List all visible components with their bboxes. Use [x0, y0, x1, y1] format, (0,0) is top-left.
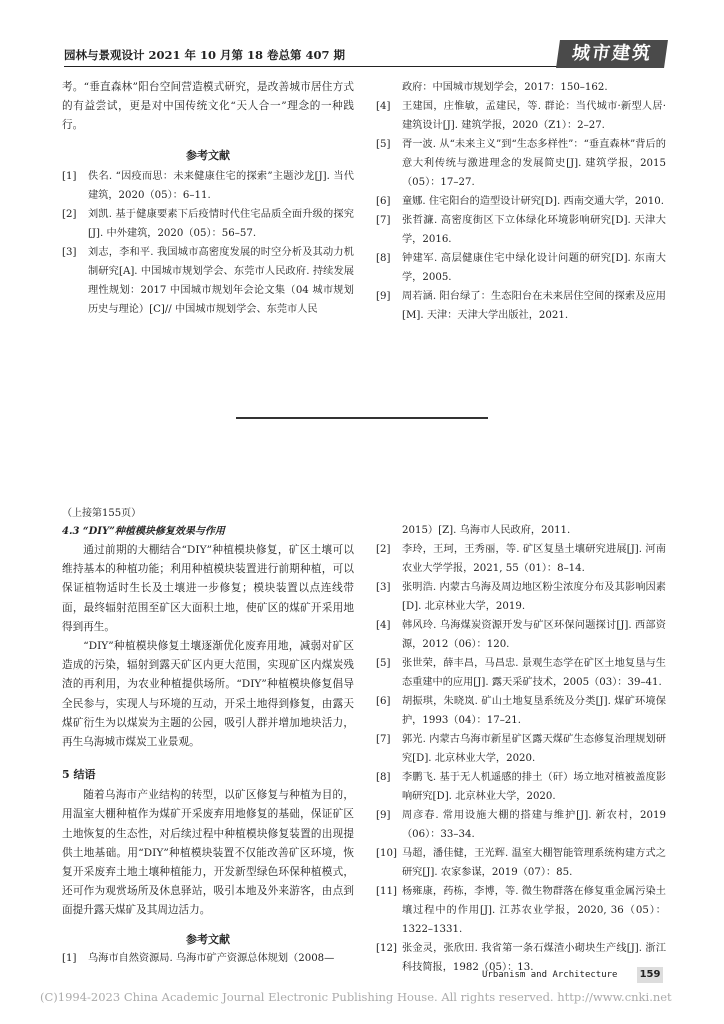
reference-item: [7] 张哲濂. 高密度街区下立体绿化环境影响研究[D]. 天津大学，2016. [376, 215, 666, 245]
bottom-left-refs [62, 949, 354, 968]
copyright-watermark: (C)1994-2023 China Academic Journal Electronic Publishing House. All rights reserved. http://www.cnki.net [40, 990, 672, 1004]
reference-item: [6] 童娜. 住宅阳台的造型设计研究[D]. 西南交通大学，2010. [376, 196, 664, 207]
reference-item: [7] 郭光. 内蒙古乌海市新星矿区露天煤矿生态修复治理规划研究[D]. 北京林业大学，2020. [376, 734, 666, 764]
reference-item: [5] 张世荣，薛丰昌，马昌忠. 景观生态学在矿区土地复垦与生态重建中的应用[J]. 露天采矿技术，2005（03）：39–41. [376, 658, 666, 688]
journal-header: 园林与景观设计 2021 年 10 月第 18 卷总第 407 期 [64, 48, 346, 62]
reference-item: [8] 钟建军. 高层健康住宅中绿化设计问题的研究[D]. 东南大学，2005. [376, 253, 666, 283]
reference-item: [10] 马超，潘佳健，王光辉. 温室大棚智能管理系统构建方式之研究[J]. 农家参谋，2019（07）：85. [376, 848, 666, 878]
reference-continuation: 2015）[Z]. 乌海市人民政府，2011. [402, 525, 571, 536]
body-paragraph: “DIY”种植模块修复土壤逐渐优化废弃用地，减弱对矿区造成的污染，辐射到露天矿区内更大范围，实现矿区内煤炭残渣的再利用，为农业种植提供场所。“DIY”种植模块修复倡导全民参与，实现人与环境的互动，开采土地得到修复，由露天煤矿衍生为以煤炭为主题的公园，吸引人群并增加地块活力，再生乌海城市煤炭工业景观。 [62, 640, 354, 749]
reference-item: [9] 周若涵. 阳台绿了：生态阳台在未来居住空间的探索及应用[M]. 天津：天津大学出版社，2021. [376, 291, 666, 321]
reference-item: [11] 杨雍康，药栋，李博，等. 微生物群落在修复重金属污染土壤过程中的作用[J]. 江苏农业学报，2020, 36（05）：1322–1331. [376, 886, 666, 935]
section-heading: 5 结语 [62, 768, 96, 782]
top-refs-heading: 参考文献 [186, 148, 230, 162]
top-conclusion-paragraph: 考。“垂直森林”阳台空间营造模式研究，是改善城市居住方式的有益尝试，更是对中国传统文化“天人合一”理念的一种践行。 [62, 81, 354, 132]
footer-english-title: Urbanism and Architecture [482, 970, 618, 980]
reference-item: [2] 李玲，王珂，王秀丽，等. 矿区复垦土壤研究进展[J]. 河南农业大学学报，2021, 55（01）：8–14. [376, 544, 666, 574]
reference-item: [3] 刘志，李和平. 我国城市高密度发展的时空分析及其动力机制研究[A]. 中国城市规划学会、东莞市人民政府. 持续发展 理性规划：2017 中国城市规划年会论文集（04 城市规划历史与理论）[C]// 中国城市规划学会、东莞市人民 [62, 246, 354, 315]
reference-item: [12] 张金灵，张欣田. 我省第一条石煤渣小砌块生产线[J]. 浙江科技简报，1982（05）：13. [376, 943, 666, 973]
top-left-refs [62, 167, 354, 319]
body-paragraph: 通过前期的大棚结合“DIY”种植模块修复，矿区土壤可以维持基本的种植功能；利用种植模块装置进行前期种植，可以保证植物适时生长及土壤进一步修复；模块装置以点连线带面，最终辐射范围至矿区大面积土地，使矿区的煤矿开采用地得到再生。 [62, 544, 354, 633]
reference-continuation: 政府：中国城市规划学会，2017：150–162. [402, 82, 608, 93]
subsection-heading: 4.3 “DIY”种植模块修复效果与作用 [62, 526, 225, 537]
reference-item: [1] 佚名. “因疫而思：未来健康住宅的探索”主题沙龙[J]. 当代建筑，2020（05）：6–11. [62, 170, 354, 201]
bottom-right-refs [376, 521, 666, 977]
header-rule [64, 66, 560, 67]
reference-item: [4] 王建国，庄惟敏，孟建民，等. 群论：当代城市·新型人居·建筑设计[J]. 建筑学报，2020（Z1）：2–27. [376, 101, 666, 131]
article-divider [236, 417, 488, 419]
reference-item: [3] 张明浩. 内蒙古乌海及周边地区粉尘浓度分布及其影响因素[D]. 北京林业大学，2019. [376, 582, 666, 612]
reference-item: [5] 胥一波. 从“未来主义”到“生态多样性”：“垂直森林”背后的意大利传统与激进理念的发展简史[J]. 建筑学报，2015（05）：17–27. [376, 139, 666, 188]
reference-item: [2] 刘凯. 基于健康要素下后疫情时代住宅品质全面升级的探究[J]. 中外建筑，2020（05）：56–57. [62, 208, 354, 239]
reference-item: [1] 乌海市自然资源局. 乌海市矿产资源总体规划（2008— [62, 952, 335, 964]
reference-item: [6] 胡振琪，朱晓岚. 矿山土地复垦系统及分类[J]. 煤矿环境保护，1993（04）：17–21. [376, 696, 666, 726]
reference-item: [9] 周彦春. 常用设施大棚的搭建与维护[J]. 新农村，2019（06）：33–34. [376, 810, 666, 840]
bottom-refs-heading: 参考文献 [186, 932, 230, 946]
page-number: 159 [637, 967, 663, 983]
bottom-left-column [62, 522, 354, 968]
continued-from-note: （上接第155页） [62, 508, 142, 519]
top-right-refs [376, 78, 666, 325]
top-left-column [62, 78, 354, 319]
reference-item: [4] 韩风玲. 乌海煤炭资源开发与矿区环保问题探讨[J]. 西部资源，2012（06）：120. [376, 620, 666, 650]
section-badge: 城市建筑 [556, 40, 668, 68]
body-paragraph: 随着乌海市产业结构的转型，以矿区修复与种植为目的，用温室大棚种植作为煤矿开采废弃用地修复的基础，保证矿区土地恢复的生态性，对后续过程中种植模块修复装置的出现提供土地基础。用“DIY”种植模块装置不仅能改善矿区环境，恢复开采废弃土地土壤种植能力，开发新型绿色环保种植模式，还可作为观赏场所及休息驿站，吸引本地及外来游客，由点到面提升露天煤矿及其周边活力。 [62, 789, 354, 917]
reference-item: [8] 李鹏飞. 基于无人机遥感的排土（矸）场立地对植被盖度影响研究[D]. 北京林业大学，2020. [376, 772, 666, 802]
